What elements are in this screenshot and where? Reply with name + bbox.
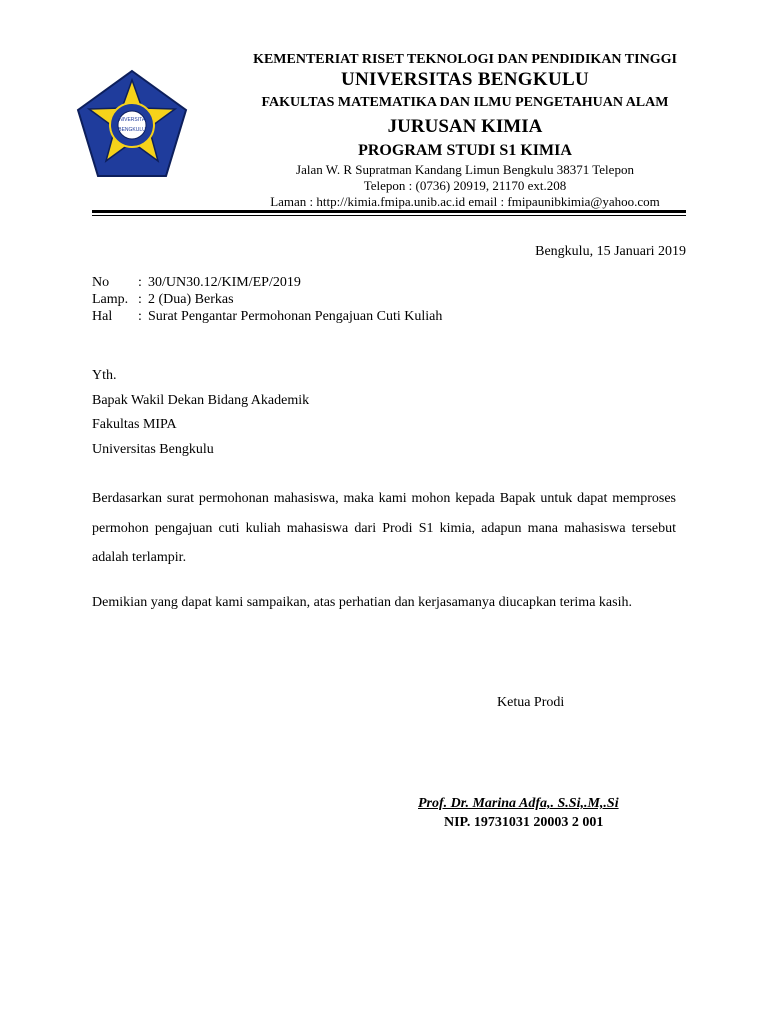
university-name: UNIVERSITAS BENGKULU xyxy=(341,69,589,90)
meta-row-attachment xyxy=(92,291,442,308)
meta-colon: : xyxy=(138,309,142,324)
letter-date: Bengkulu, 15 Januari 2019 xyxy=(535,244,686,259)
letterhead-rule-thin xyxy=(92,215,686,216)
salutation: Yth. xyxy=(92,368,117,383)
signatory-nip: NIP. 19731031 20003 2 001 xyxy=(444,815,604,830)
meta-row-number xyxy=(92,274,442,291)
signature-title: Ketua Prodi xyxy=(497,695,565,710)
department-name: JURUSAN KIMIA xyxy=(387,116,543,137)
recipient-line: Bapak Wakil Dekan Bidang Akademik xyxy=(92,392,310,408)
recipient-line: Universitas Bengkulu xyxy=(92,441,214,457)
letterhead-rule-thick xyxy=(92,210,686,213)
address-line: Jalan W. R Supratman Kandang Limun Bengkulu 38371 Telepon xyxy=(296,162,634,177)
svg-text:BENGKULU: BENGKULU xyxy=(118,127,146,133)
university-logo xyxy=(76,68,188,180)
meta-label: Hal xyxy=(92,309,113,324)
phone-line: Telepon : (0736) 20919, 21170 ext.208 xyxy=(363,178,567,193)
meta-label: Lamp. xyxy=(92,292,129,307)
closing-paragraph: Demikian yang dapat kami sampaikan, atas perhatian dan kerjasamanya diucapkan terima kasih. xyxy=(92,595,632,610)
faculty-name: FAKULTAS MATEMATIKA DAN ILMU PENGETAHUAN ALAM xyxy=(261,95,669,110)
ministry-name: KEMENTERIAT RISET TEKNOLOGI DAN PENDIDIKAN TINGGI xyxy=(253,52,677,67)
web-line: Laman : http://kimia.fmipa.unib.ac.id email : fmipaunibkimia@yahoo.com xyxy=(270,194,660,209)
recipient-block xyxy=(92,368,309,466)
meta-value: 2 (Dua) Berkas xyxy=(148,292,234,307)
meta-row-subject xyxy=(92,308,442,325)
meta-colon: : xyxy=(138,275,142,290)
recipient-line: Fakultas MIPA xyxy=(92,417,177,432)
signatory-name: Prof. Dr. Marina Adfa,. S.Si,.M,.Si xyxy=(418,796,619,811)
meta-colon: : xyxy=(138,292,142,307)
letterhead xyxy=(210,52,720,210)
body-paragraph: Berdasarkan surat permohonan mahasiswa, maka kami mohon kepada Bapak untuk dapat memproses permohon pengajuan cuti kuliah mahasiswa dari Prodi S1 kimia, adapun mana mahasiswa tersebut adalah terlampir. xyxy=(92,491,676,565)
meta-value: Surat Pengantar Permohonan Pengajuan Cuti Kuliah xyxy=(148,309,443,324)
letter-meta xyxy=(92,274,442,325)
meta-value: 30/UN30.12/KIM/EP/2019 xyxy=(148,275,301,290)
meta-label: No xyxy=(92,275,110,290)
program-name: PROGRAM STUDI S1 KIMIA xyxy=(358,142,572,159)
svg-text:UNIVERSITAS: UNIVERSITAS xyxy=(115,117,149,123)
